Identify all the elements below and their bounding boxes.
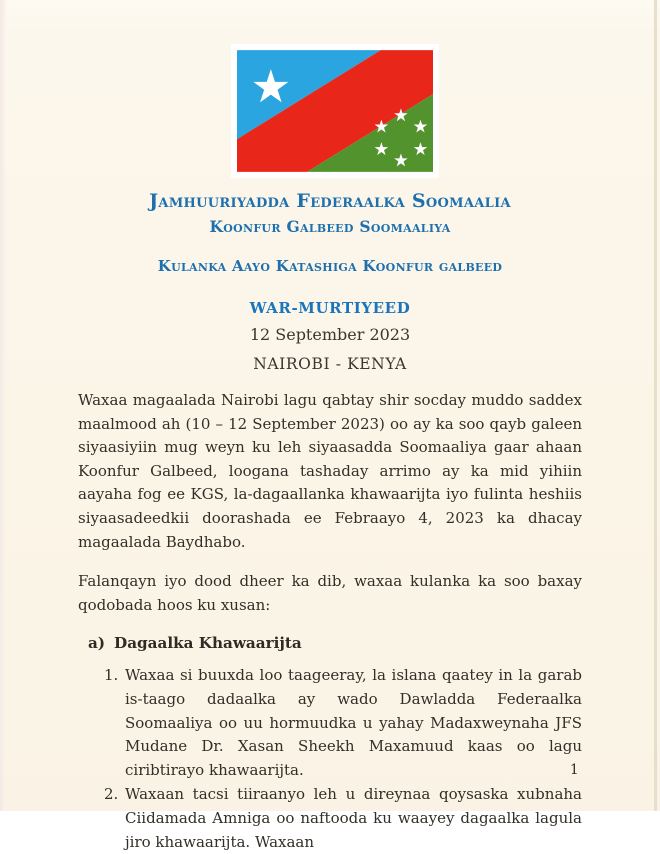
list-item <box>78 664 582 782</box>
org-title: Jamhuuriyadda Federaalka Soomaalia <box>149 190 511 212</box>
section-a-title: Dagaalka Khawaarijta <box>114 634 302 653</box>
list-item-number: 2. <box>104 785 119 804</box>
section-a-list <box>78 664 582 854</box>
body-paragraph: Falanqayn iyo dood dheer ka dib, waxaa kulanka ka soo baxay qodobada hoos ku xusan: <box>78 572 582 614</box>
document-location: NAIROBI - KENYA <box>253 355 407 373</box>
list-item <box>78 783 582 854</box>
page-left-edge <box>0 0 6 811</box>
flag-image <box>237 50 433 172</box>
list-item-number: 1. <box>104 666 119 685</box>
section-a-label: a) <box>88 634 106 653</box>
body-paragraph: Waxaa magaalada Nairobi lagu qabtay shir socday muddo saddex maalmood ah (10 – 12 September 2023) oo ay ka soo qayb galeen siyaasiyiin mug weyn ku leh siyaasadda Soomaaliya gaar ahaan Koonfur Galbeed, loogana tashaday arrimo ay ka mid yihiin aayaha fog ee KGS, la-dagaallanka khawaarijta iyo fulinta heshiis siyaasadeedkii doorashada ee Febraayo 4, 2023 ka dhacay magaalada Baydhabo. <box>78 391 582 551</box>
list-item-text: Waxaan tacsi tiiraanyo leh u direynaa qoysaska xubnaha Ciidamada Amniga oo naftooda ku waayey dagaalka lagula jiro khawaarijta. Waxaan <box>125 785 582 851</box>
org-subtitle: Koonfur Galbeed Soomaaliya <box>209 217 451 236</box>
page-right-edge <box>654 0 657 811</box>
document-date: 12 September 2023 <box>249 325 411 344</box>
list-item-text: Waxaa si buuxda loo taageeray, la islana qaatey in la garab is-taago dadaalka ay wado Dawladda Federaalka Soomaaliya oo uu hormuudka u yahay Madaxweynaha JFS Mudane Dr. Xasan Sheekh Maxamuud kaas oo lagu ciribtirayo khawaarijta. <box>125 666 582 779</box>
document-body <box>0 389 660 854</box>
section-a-heading <box>78 634 582 652</box>
page-number: 1 <box>570 762 579 778</box>
meeting-title: Kulanka Aayo Katashiga Koonfur galbeed <box>157 257 503 275</box>
document-type-heading: WAR-MURTIYEED <box>249 299 411 317</box>
koonfur-galbeed-flag <box>231 44 439 178</box>
